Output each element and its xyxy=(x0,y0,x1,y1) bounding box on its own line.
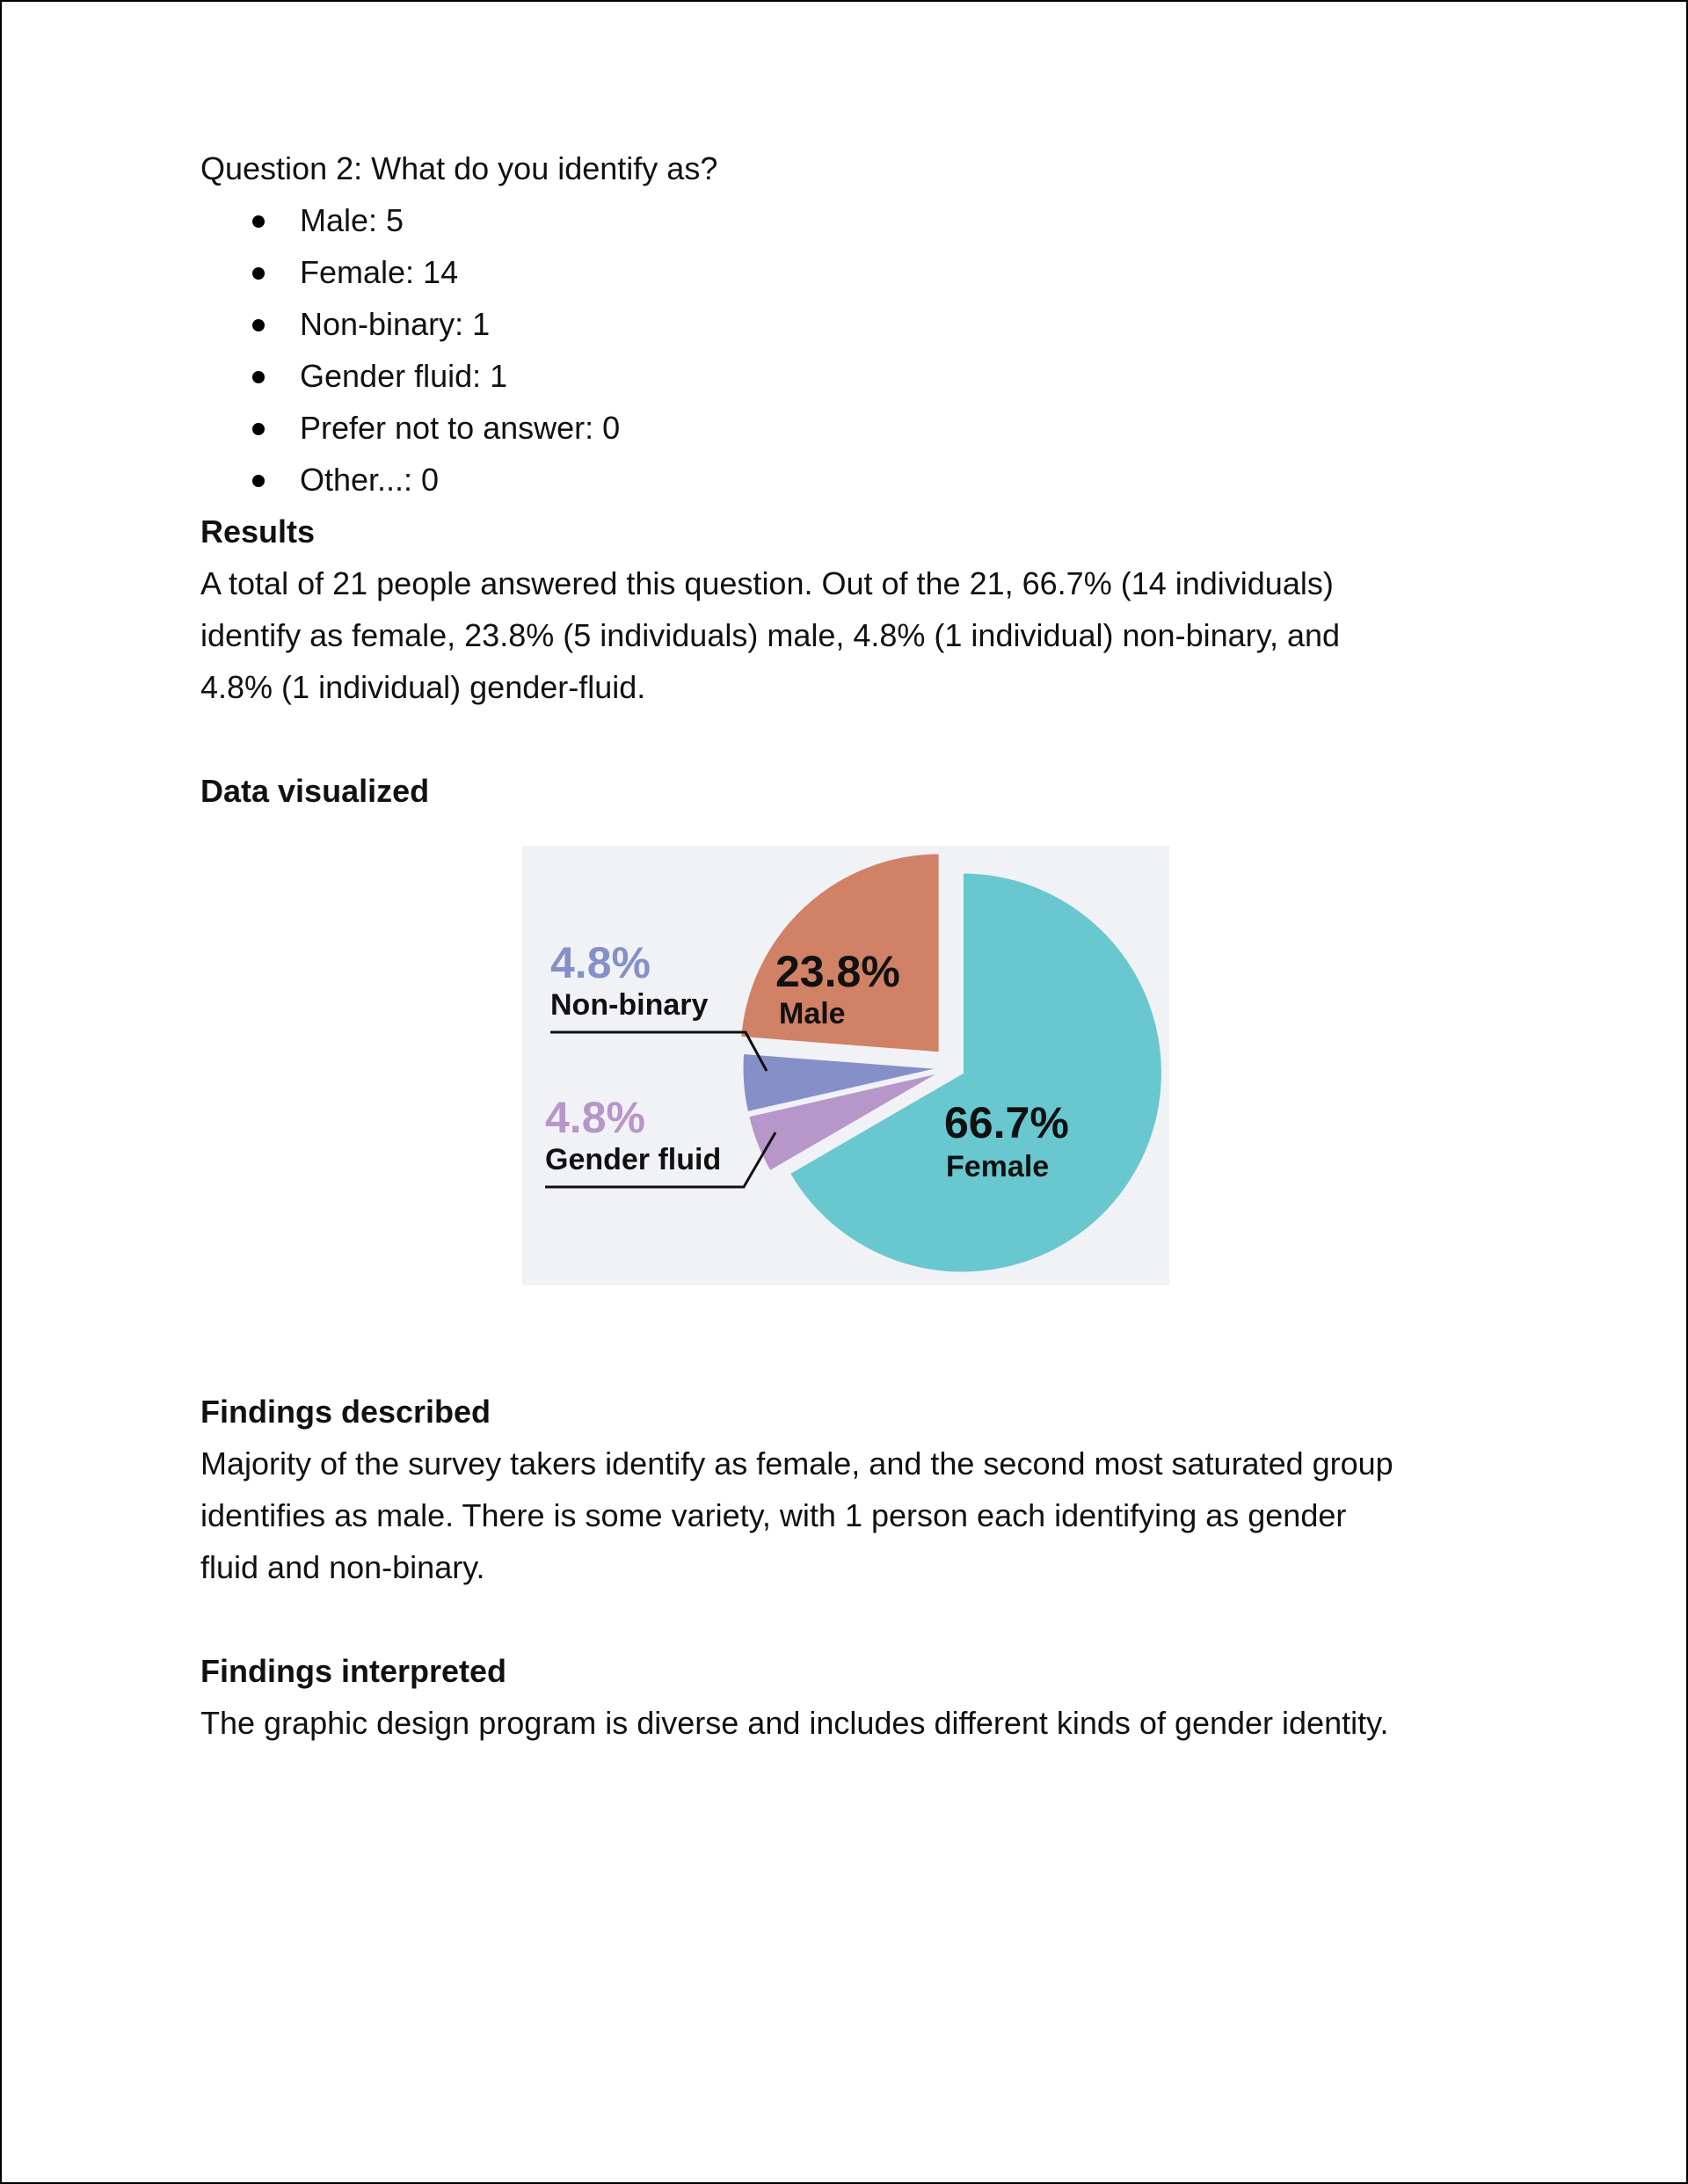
label-female-name: Female xyxy=(946,1150,1050,1183)
answer-label: Prefer not to answer: 0 xyxy=(300,410,621,446)
interpreted-line-1: The graphic design program is diverse and includes different kinds of gender identity. xyxy=(200,1705,1389,1741)
described-line-2: identifies as male. There is some variety, with 1 person each identifying as gender xyxy=(200,1497,1347,1533)
question-title: Question 2: What do you identify as? xyxy=(200,150,718,186)
answer-label: Non-binary: 1 xyxy=(300,306,491,342)
label-male-name: Male xyxy=(779,997,846,1030)
label-male-pct: 23.8% xyxy=(775,947,900,996)
findings-section xyxy=(200,1386,1519,1749)
answer-item-gender-fluid xyxy=(200,350,1519,402)
answer-list xyxy=(200,194,1519,506)
document-body xyxy=(200,142,1519,817)
results-line-2: identify as female, 23.8% (5 individuals) male, 4.8% (1 individual) non-binary, and xyxy=(200,617,1341,653)
described-heading: Findings described xyxy=(200,1394,491,1430)
label-female-pct: 66.7% xyxy=(944,1098,1069,1147)
described-line-3: fluid and non-binary. xyxy=(200,1549,485,1585)
results-line-1: A total of 21 people answered this question. Out of the 21, 66.7% (14 individuals) xyxy=(200,565,1334,601)
leader-line-non-binary xyxy=(550,1032,767,1071)
answer-label: Gender fluid: 1 xyxy=(300,358,508,394)
answer-item-non-binary xyxy=(200,298,1519,350)
results-line-3: 4.8% (1 individual) gender-fluid. xyxy=(200,669,646,705)
pie-chart-svg xyxy=(522,846,1169,1285)
answer-item-female xyxy=(200,246,1519,298)
pie-chart xyxy=(522,846,1169,1285)
bullet-icon xyxy=(252,319,265,331)
bullet-icon xyxy=(252,423,265,435)
label-gender-fluid-pct: 4.8% xyxy=(545,1093,645,1142)
spacer xyxy=(200,1593,1519,1645)
bullet-icon xyxy=(252,475,265,487)
results-heading: Results xyxy=(200,513,316,550)
answer-label: Female: 14 xyxy=(300,254,459,290)
described-line-1: Majority of the survey takers identify as female, and the second most saturated group xyxy=(200,1445,1393,1481)
bullet-icon xyxy=(252,215,265,228)
bullet-icon xyxy=(252,371,265,383)
slices-layer xyxy=(740,853,1163,1273)
spacer xyxy=(200,713,1519,765)
interpreted-heading: Findings interpreted xyxy=(200,1653,507,1689)
answer-label: Male: 5 xyxy=(300,202,404,238)
label-non-binary-name: Non-binary xyxy=(550,988,709,1022)
bullet-icon xyxy=(252,267,265,280)
label-non-binary-pct: 4.8% xyxy=(550,938,651,987)
answer-item-male xyxy=(200,194,1519,246)
answer-label: Other...: 0 xyxy=(300,462,440,498)
visualized-heading: Data visualized xyxy=(200,773,430,809)
label-gender-fluid-name: Gender fluid xyxy=(545,1143,722,1176)
answer-item-prefer-not xyxy=(200,402,1519,454)
answer-item-other xyxy=(200,454,1519,506)
